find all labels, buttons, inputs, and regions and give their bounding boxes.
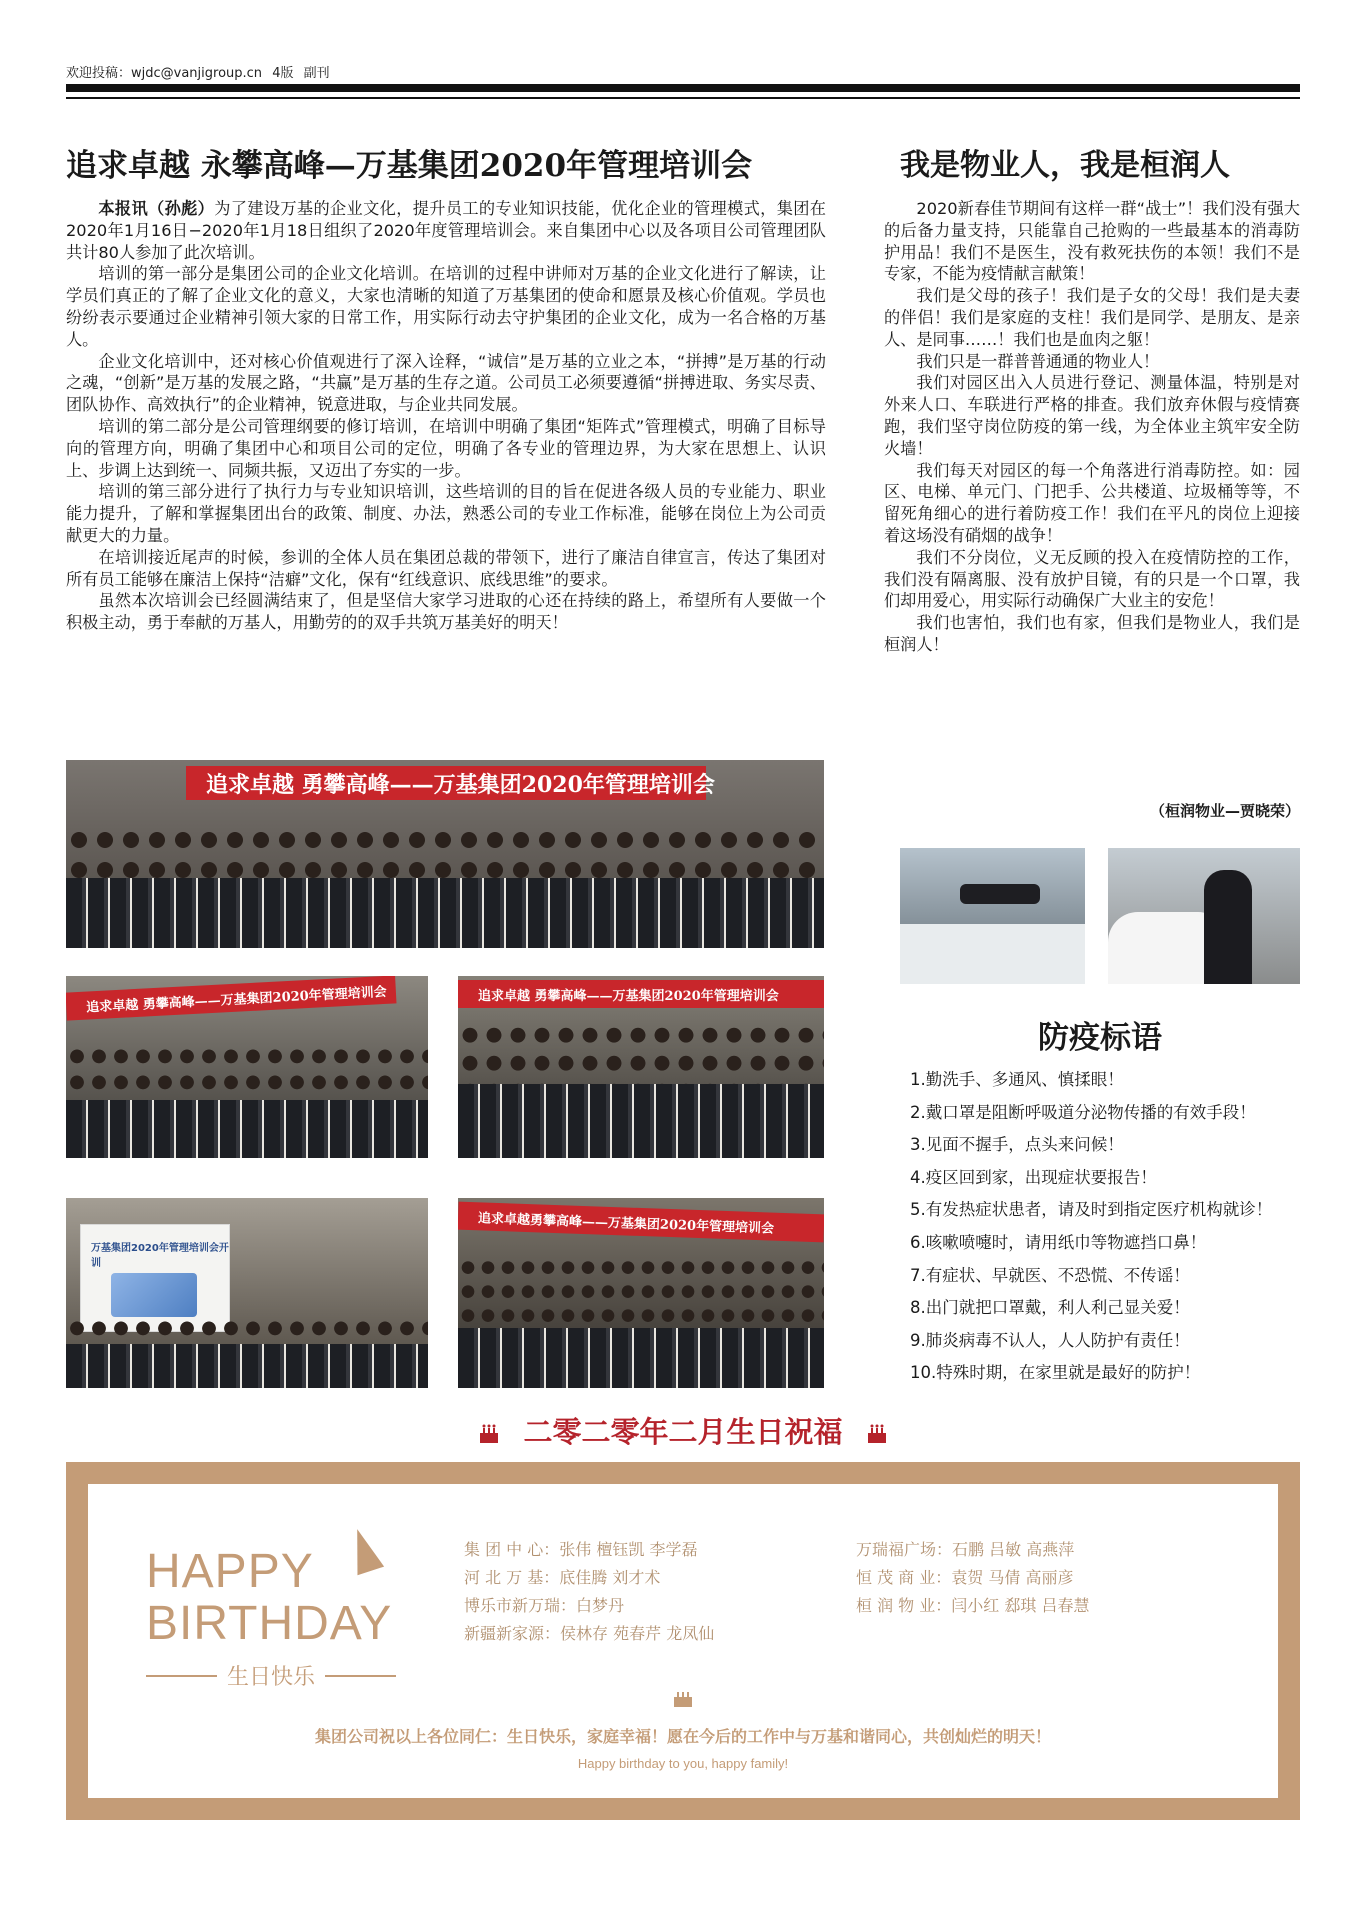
divider	[325, 1675, 396, 1677]
screen-illustration	[111, 1273, 197, 1317]
party-hat-icon	[344, 1525, 384, 1575]
photo-banner: 追求卓越勇攀高峰——万基集团2020年管理培训会	[458, 1202, 824, 1243]
group-names: 底佳腾 刘才术	[559, 1568, 661, 1587]
cake-icon	[671, 1688, 695, 1708]
page-number: 4版	[272, 66, 294, 81]
birthday-subtitle-text: 生日快乐	[227, 1665, 316, 1690]
birthday-group	[856, 1536, 1256, 1564]
right-article-title: 我是物业人，我是桓润人	[900, 148, 1230, 183]
birthday-names-right	[856, 1536, 1256, 1620]
screen-text: 万基集团2020年管理培训会开训	[91, 1243, 229, 1269]
slogan-item: 7.有症状、早就医、不恐慌、不传谣！	[910, 1265, 1190, 1285]
slogans-title: 防疫标语	[1038, 1020, 1162, 1056]
cake-icon	[865, 1423, 889, 1445]
article-lead: 本报讯（孙彪）	[98, 199, 215, 218]
birthday-panel-inner	[88, 1484, 1278, 1798]
group-label: 博乐市新万瑞：	[464, 1596, 577, 1615]
group-names: 侯林存 苑春芹 龙凤仙	[560, 1624, 715, 1643]
disinfection-photo	[1108, 848, 1300, 984]
left-paragraph: 培训的第三部分进行了执行力与专业知识培训，这些培训的目的旨在促进各级人员的专业能力、职业能力提升，了解和掌握集团出台的政策、制度、办法，熟悉公司的专业工作标准，能够在岗位上为公司贡献更大的力量。	[66, 482, 826, 545]
left-paragraph: 本报讯（孙彪）为了建设万基的企业文化，提升员工的专业知识技能，优化企业的管理模式，集团在2020年1月16日−2020年1月18日组织了2020年度管理培训会。来自集团中心以及各项目公司管理团队共计80人参加了此次培训。	[66, 199, 826, 262]
birthday-subtitle	[146, 1660, 396, 1691]
left-article-body	[66, 198, 826, 634]
slogan-item: 1.勤洗手、多通风、慎揉眼！	[910, 1070, 1124, 1089]
training-audience-photo	[458, 1198, 824, 1388]
training-presentation-photo	[66, 1198, 428, 1388]
group-names: 闫小红 郄琪 吕春慧	[951, 1596, 1090, 1615]
left-paragraph: 虽然本次培训会已经圆满结束了，但是坚信大家学习进取的心还在持续的路上，希望所有人要做一个积极主动，勇于奉献的万基人，用勤劳的的双手共筑万基美好的明天！	[66, 591, 826, 633]
right-article-body	[884, 198, 1300, 656]
training-oath-photo	[458, 976, 824, 1158]
birthday-group	[464, 1536, 794, 1564]
photo-banner: 追求卓越 勇攀高峰——万基集团2020年管理培训会	[186, 766, 706, 800]
training-speaker-photo	[66, 976, 428, 1158]
slogan-item: 2.戴口罩是阻断呼吸道分泌物传播的有效手段！	[910, 1102, 1256, 1122]
right-paragraph: 我们是父母的孩子！我们是子女的父母！我们是夫妻的伴侣！我们是家庭的支柱！我们是同学、是朋友、是亲人、是同事……！我们也是血肉之躯！	[884, 286, 1300, 349]
birthday-group	[856, 1592, 1256, 1620]
left-paragraph: 培训的第一部分是集团公司的企业文化培训。在培训的过程中讲师对万基的企业文化进行了解读，让学员们真正的了解了企业文化的意义，大家也清晰的知道了万基集团的使命和愿景及核心价值观。学员也纷纷表示要通过企业精神引领大家的日常工作，用实际行动去守护集团的企业文化，成为一名合格的万基人。	[66, 264, 826, 349]
slogan-item: 4.疫区回到家，出现症状要报告！	[910, 1167, 1157, 1187]
right-paragraph: 2020新春佳节期间有这样一群“战士”！我们没有强大的后备力量支持，只能靠自己抢购的一些最基本的消毒防护用品！我们不是医生，没有救死扶伤的本领！我们不是专家，不能为疫情献言献策！	[884, 199, 1300, 284]
photo-banner: 追求卓越 勇攀高峰——万基集团2020年管理培训会	[66, 976, 397, 1021]
birthday-panel	[66, 1462, 1300, 1820]
projector-screen	[80, 1224, 230, 1332]
group-names: 张伟 檀钰凯 李学磊	[559, 1540, 698, 1559]
slogan-list	[910, 1064, 1310, 1390]
group-names: 石鹏 吕敏 高燕萍	[952, 1540, 1075, 1559]
masthead	[66, 62, 1300, 81]
right-paragraph: 我们不分岗位，义无反顾的投入在疫情防控的工作，我们没有隔离服、没有放护目镜，有的只是一个口罩，我们却用爱心，用实际行动确保广大业主的安危！	[884, 547, 1300, 611]
section-name: 副刊	[303, 66, 330, 81]
birthday-group	[464, 1592, 794, 1620]
divider	[146, 1675, 217, 1677]
birthday-group	[464, 1620, 794, 1648]
birthday-group	[856, 1564, 1256, 1592]
group-label: 河 北 万 基：	[464, 1568, 560, 1587]
right-paragraph: 我们只是一群普普通通的物业人！	[916, 351, 1160, 371]
temperature-check-photo	[900, 848, 1085, 984]
right-paragraph: 我们对园区出入人员进行登记、测量体温，特别是对外来人口、车联进行严格的排查。我们放弃休假与疫情赛跑，我们坚守岗位防疫的第一线，为全体业主筑牢安全防火墙！	[884, 373, 1300, 458]
training-group-photo	[66, 760, 824, 948]
group-label: 集 团 中 心：	[464, 1540, 560, 1559]
slogan-item: 5.有发热症状患者，请及时到指定医疗机构就诊！	[910, 1200, 1273, 1220]
birthday-heading	[66, 1410, 1300, 1451]
birthday-english: Happy birthday to you, happy family!	[577, 1756, 789, 1771]
birthday-group	[464, 1564, 794, 1592]
group-label: 新疆新家源：	[464, 1624, 561, 1643]
happy-text: HAPPY	[146, 1545, 314, 1598]
right-article-byline: （桓润物业—贾晓荣）	[1149, 802, 1300, 820]
photo-banner: 追求卓越 勇攀高峰——万基集团2020年管理培训会	[458, 980, 824, 1008]
slogan-item: 6.咳嗽喷嚏时，请用纸巾等物遮挡口鼻！	[910, 1232, 1207, 1252]
masthead-rule-thick	[66, 84, 1300, 92]
group-names: 白梦丹	[576, 1596, 625, 1615]
left-paragraph: 在培训接近尾声的时候，参训的全体人员在集团总裁的带领下，进行了廉洁自律宣言，传达了集团对所有员工能够在廉洁上保持“洁癖”文化，保有“红线意识、底线思维”的要求。	[66, 547, 826, 589]
masthead-rule-thin	[66, 97, 1300, 99]
group-label: 桓 润 物 业：	[856, 1596, 952, 1615]
left-article-title: 追求卓越 永攀高峰—万基集团2020年管理培训会	[66, 148, 753, 184]
left-paragraph: 企业文化培训中，还对核心价值观进行了深入诠释，“诚信”是万基的立业之本，“拼搏”是万基的行动之魂，“创新”是万基的发展之路，“共赢”是万基的生存之道。公司员工必须要遵循“拼搏进取、务实尽责、团队协作、高效执行”的企业精神，锐意进取，与企业共同发展。	[66, 351, 826, 415]
birthday-heading-text: 二零二零年二月生日祝福	[523, 1415, 843, 1449]
left-paragraph: 培训的第二部分是公司管理纲要的修订培训，在培训中明确了集团“矩阵式”管理模式，明确了目标导向的管理方向，明确了集团中心和项目公司的定位，明确了各专业的管理边界，为大家在思想上、认识上、步调上达到统一、同频共振，又迈出了夯实的一步。	[66, 416, 826, 480]
slogan-item: 10.特殊时期，在家里就是最好的防护！	[910, 1363, 1201, 1383]
slogan-item: 8.出门就把口罩戴，利人利己显关爱！	[910, 1298, 1190, 1318]
contribute-email[interactable]: 欢迎投稿：wjdc@vanjigroup.cn	[66, 66, 263, 81]
slogan-item: 9.肺炎病毒不认人，人人防护有责任！	[910, 1330, 1190, 1350]
cake-icon	[477, 1423, 501, 1445]
slogan-item: 3.见面不握手，点头来问候！	[910, 1135, 1124, 1155]
group-label: 恒 茂 商 业：	[856, 1568, 952, 1587]
birthday-wish: 集团公司祝以上各位同仁：生日快乐，家庭幸福！愿在今后的工作中与万基和谐同心，共创灿烂的明天！	[314, 1727, 1051, 1746]
group-names: 袁贺 马倩 高丽彦	[951, 1568, 1074, 1587]
right-paragraph: 我们每天对园区的每一个角落进行消毒防控。如：园区、电梯、单元门、门把手、公共楼道、垃圾桶等等，不留死角细心的进行着防疫工作！我们在平凡的岗位上迎接着这场没有硝烟的战争！	[884, 460, 1300, 545]
birthday-names-left	[464, 1536, 794, 1648]
right-paragraph: 我们也害怕，我们也有家，但我们是物业人，我们是桓润人！	[884, 613, 1300, 654]
group-label: 万瑞福广场：	[856, 1540, 953, 1559]
birthday-text: BIRTHDAY	[146, 1597, 393, 1650]
